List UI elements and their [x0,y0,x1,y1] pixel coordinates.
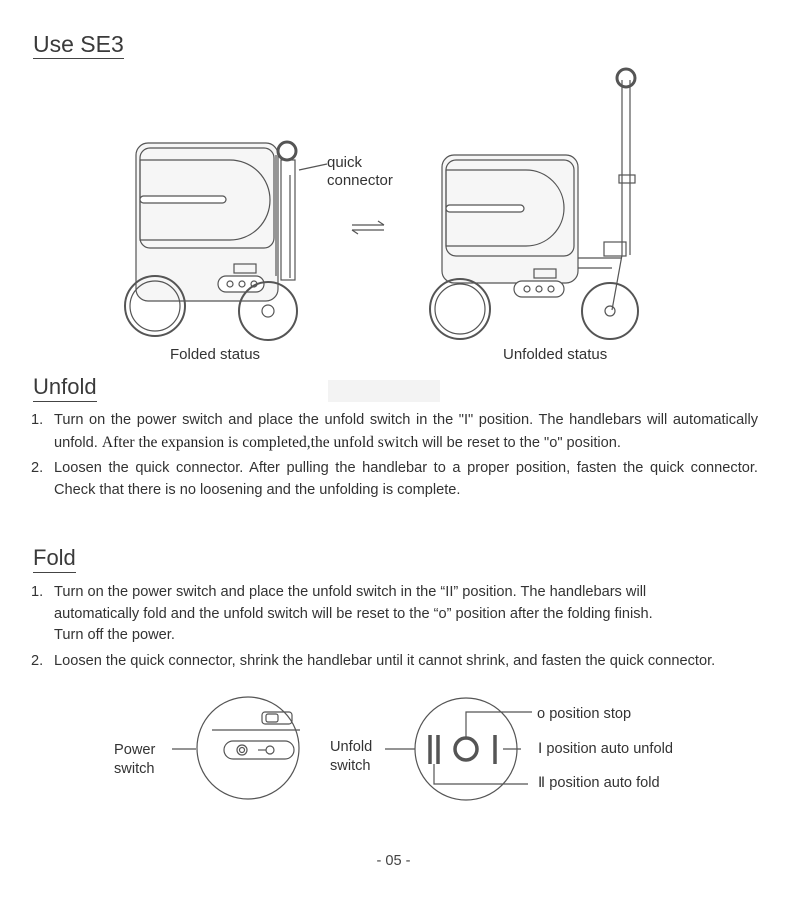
legend-auto-unfold: Ⅰ position auto unfold [538,741,673,757]
list-item: 2. Loosen the quick connector. After pulling the handlebar to a proper position, fasten the quick connector. Check that there is no loosening and the unfolding is complete. [31,460,758,498]
unfolded-scooter-drawing [430,69,638,339]
quick-connector-callout: quick connector [327,154,393,189]
unfold-switch-label: Unfold switch [330,739,373,774]
list-item: 2. Loosen the quick connector, shrink the handlebar until it cannot shrink, and fasten the quick connector. [31,652,716,669]
fold-steps [31,582,758,676]
folded-suitcase-drawing [125,142,327,340]
page-title: Use SE3 [33,31,124,57]
unfold-switch-detail [385,698,532,800]
legend-stop: o position stop [537,706,632,722]
list-item: 1. Turn on the power switch and place the unfold switch in the “II” position. The handlebars will automatically fold and the unfold switch will be reset to the “o” position after the folding finish. Turn off the power. [31,584,653,643]
list-item: 1. Turn on the power switch and place the unfold switch in the "I" position. The handlebars will automatically unfold. After the expansion is completed,the unfold switch will be reset to the "o" position. [31,412,758,451]
folded-status-caption: Folded status [170,346,261,363]
unfold-heading: Unfold [33,374,97,402]
power-switch-label: Power switch [114,742,156,777]
fold-heading: Fold [33,545,76,573]
unfolded-status-caption: Unfolded status [503,346,608,363]
swap-arrows-icon [352,221,384,234]
page-number: - 05 - [376,853,411,869]
scan-smudge [328,380,440,402]
unfold-steps [31,410,758,505]
power-switch-detail [172,697,300,799]
legend-auto-fold: Ⅱ position auto fold [538,775,660,791]
